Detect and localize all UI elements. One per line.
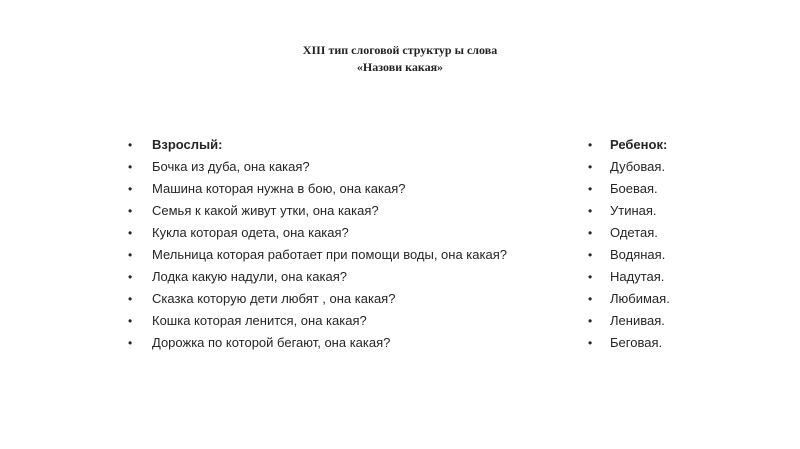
child-answer-item	[588, 288, 708, 310]
bullet-icon: •	[588, 226, 593, 240]
bullet-icon: •	[128, 336, 133, 350]
child-answer-item	[588, 266, 708, 288]
child-answer-item	[588, 222, 708, 244]
bullet-icon: •	[128, 314, 133, 328]
adult-question-item	[128, 156, 568, 178]
bullet-icon: •	[588, 138, 593, 152]
child-answer-item	[588, 244, 708, 266]
adult-question-text: Мельница которая работает при помощи воды, она какая?	[152, 247, 507, 262]
child-answer-text: Дубовая.	[610, 159, 666, 174]
bullet-icon: •	[588, 248, 593, 262]
bullet-icon: •	[588, 182, 593, 196]
adult-question-text: Кошка которая ленится, она какая?	[152, 313, 367, 328]
adult-question-text: Семья к какой живут утки, она какая?	[152, 203, 379, 218]
child-header: Ребенок:	[610, 137, 668, 152]
child-answer-item	[588, 178, 708, 200]
child-answer-text: Ленивая.	[610, 313, 665, 328]
adult-question-text: Лодка какую надули, она какая?	[152, 269, 347, 284]
title-line-2: «Назови какая»	[356, 60, 444, 74]
child-answer-list	[588, 134, 708, 354]
bullet-icon: •	[128, 138, 133, 152]
adult-question-item	[128, 266, 568, 288]
bullet-icon: •	[128, 204, 133, 218]
bullet-icon: •	[128, 270, 133, 284]
bullet-icon: •	[128, 292, 133, 306]
adult-question-item	[128, 288, 568, 310]
bullet-icon: •	[128, 226, 133, 240]
adult-question-text: Кукла которая одета, она какая?	[152, 225, 349, 240]
adult-question-text: Машина которая нужна в бою, она какая?	[152, 181, 406, 196]
child-header-item	[588, 134, 708, 156]
adult-question-text: Бочка из дуба, она какая?	[152, 159, 310, 174]
title-line-1: XIII тип слоговой структур ы слова	[302, 43, 498, 57]
bullet-icon: •	[128, 248, 133, 262]
child-answer-text: Надутая.	[610, 269, 665, 284]
bullet-icon: •	[588, 292, 593, 306]
adult-question-item	[128, 244, 568, 266]
adult-question-item	[128, 222, 568, 244]
adult-question-text: Дорожка по которой бегают, она какая?	[152, 335, 391, 350]
child-answer-item	[588, 332, 708, 354]
child-answer-text: Утиная.	[610, 203, 657, 218]
child-answer-item	[588, 156, 708, 178]
child-answer-text: Любимая.	[610, 291, 670, 306]
adult-question-item	[128, 200, 568, 222]
bullet-icon: •	[588, 160, 593, 174]
bullet-icon: •	[588, 204, 593, 218]
adult-header: Взрослый:	[152, 137, 223, 152]
adult-question-item	[128, 178, 568, 200]
adult-question-list	[128, 134, 568, 354]
child-answer-text: Одетая.	[610, 225, 658, 240]
bullet-icon: •	[588, 314, 593, 328]
bullet-icon: •	[588, 336, 593, 350]
adult-question-text: Сказка которую дети любят , она какая?	[152, 291, 396, 306]
adult-question-item	[128, 332, 568, 354]
adult-header-item	[128, 134, 568, 156]
adult-question-item	[128, 310, 568, 332]
child-answer-item	[588, 310, 708, 332]
child-answer-text: Беговая.	[610, 335, 663, 350]
slide-title	[0, 42, 800, 76]
child-answer-text: Водяная.	[610, 247, 666, 262]
child-answer-item	[588, 200, 708, 222]
bullet-icon: •	[128, 160, 133, 174]
bullet-icon: •	[588, 270, 593, 284]
child-answer-text: Боевая.	[610, 181, 658, 196]
bullet-icon: •	[128, 182, 133, 196]
